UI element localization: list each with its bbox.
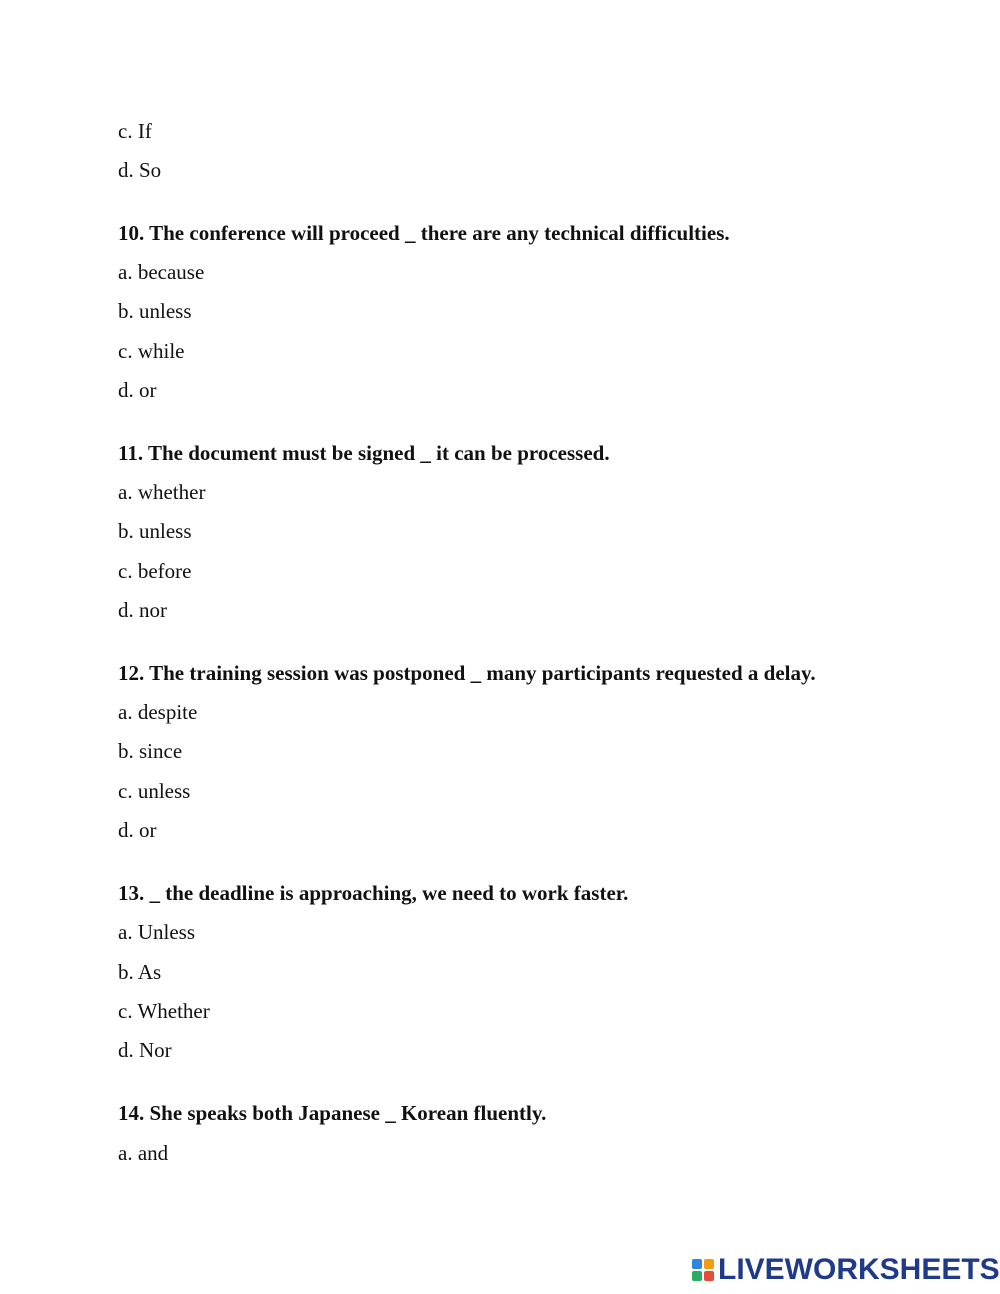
answer-option[interactable]: a. Unless <box>118 920 195 944</box>
liveworksheets-logo <box>692 1254 1000 1286</box>
answer-option[interactable]: b. since <box>118 739 183 763</box>
answer-option[interactable]: b. unless <box>118 519 192 543</box>
answer-option[interactable]: c. If <box>118 119 152 143</box>
logo-square-icon <box>704 1259 714 1269</box>
answer-option[interactable]: a. because <box>118 260 205 284</box>
logo-square-icon <box>704 1271 714 1281</box>
question-11: 11. The document must be signed _ it can be processed. <box>118 441 610 465</box>
answer-option[interactable]: a. despite <box>118 700 198 724</box>
answer-option[interactable]: d. or <box>118 378 157 402</box>
answer-option[interactable]: c. unless <box>118 779 191 803</box>
answer-option[interactable]: d. or <box>118 818 157 842</box>
answer-option[interactable]: a. and <box>118 1141 169 1165</box>
answer-option[interactable]: b. As <box>118 960 162 984</box>
answer-option[interactable]: c. while <box>118 339 185 363</box>
question-13: 13. _ the deadline is approaching, we need to work faster. <box>118 881 629 905</box>
logo-text: LIVEWORKSHEETS <box>718 1253 1000 1286</box>
answer-option[interactable]: d. nor <box>118 598 167 622</box>
answer-option[interactable]: c. before <box>118 559 192 583</box>
question-12: 12. The training session was postponed _ many participants requested a delay. <box>118 661 816 685</box>
question-10: 10. The conference will proceed _ there are any technical difficulties. <box>118 221 730 245</box>
logo-square-icon <box>692 1259 702 1269</box>
answer-option[interactable]: d. Nor <box>118 1038 172 1062</box>
answer-option[interactable]: b. unless <box>118 299 192 323</box>
answer-option[interactable]: d. So <box>118 158 162 182</box>
logo-mark-icon <box>692 1259 714 1281</box>
answer-option[interactable]: c. Whether <box>118 999 210 1023</box>
logo-square-icon <box>692 1271 702 1281</box>
question-14: 14. She speaks both Japanese _ Korean fluently. <box>118 1101 547 1125</box>
answer-option[interactable]: a. whether <box>118 480 206 504</box>
